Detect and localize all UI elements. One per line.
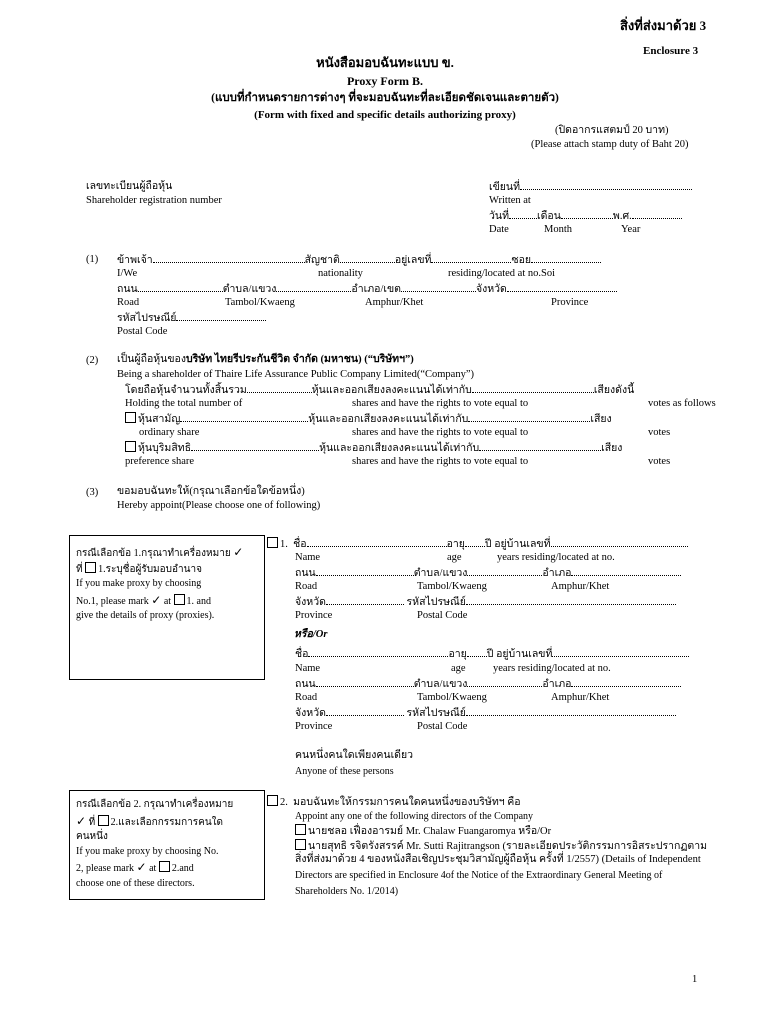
ordinary-checkbox[interactable] [125,412,136,423]
check-mark-icon: ✓ [233,545,244,559]
proxy2-years-label: years residing/located at no. [493,663,611,674]
section2-line1-en: Being a shareholder of Thaire Life Assurance Public Company Limited(“Company”) [117,369,474,380]
province-field[interactable] [507,282,617,292]
pref-votes-field[interactable] [479,441,601,451]
residing-label: residing/located at no.Soi [448,268,556,279]
proxy1-road-label: Road [295,581,318,592]
proxy1-amphur-field[interactable] [571,566,681,576]
month-label-en: Month [544,224,573,235]
note-box-option2: กรณีเลือกข้อ 2. กรุณาทำเครื่องหมาย ✓ ที่ 2.และเลือกกรรมการคนใด คนหนึ่ง If you make proxy by choosing No. 2, please mark ✓ at 2.and choose one of these directors. [69,790,265,900]
total-shares-field[interactable] [247,383,312,393]
nationality-label: nationality [318,268,363,279]
proxy2-line3: จังหวัด รหัสไปรษณีย์ [295,706,676,721]
proxy1-name-field[interactable] [307,537,447,547]
address-no-field[interactable] [431,253,511,263]
proxy2-line2: ถนน ตำบล/แขวง อำเภอ [295,677,681,692]
checkbox-icon [98,815,109,826]
soi-field[interactable] [531,253,601,263]
proxy2-tambol-field[interactable] [467,677,542,687]
proxy2-province-field[interactable] [326,706,404,716]
ordinary-line-th: หุ้นสามัญ หุ้นและออกเสียงลงคะแนนได้เท่ากับ เสียง [125,412,612,427]
date-line-th: วันที่ เดือน พ.ศ. [489,209,682,224]
province-label: Province [551,297,589,308]
director-details-3: Shareholders No. 1/2014) [295,886,399,897]
written-at-field[interactable] [520,180,692,190]
director1: นายชลอ เฟื่องอารมย์ Mr. Chalaw Fuangaromya หรือ/Or [295,824,551,839]
proxy2-line1: ชื่อ อายุ ปี อยู่บ้านเลขที่ [295,647,689,662]
pref-line-th: หุ้นบุริมสิทธิ หุ้นและออกเสียงลงคะแนนได้เท่ากับ เสียง [125,441,622,456]
written-at-en: Written at [489,195,531,206]
tambol-label: Tambol/Kwaeng [225,297,295,308]
date-label-en: Date [489,224,509,235]
postal-label: Postal Code [117,326,168,337]
section1-line2-th: ถนน ตำบล/แขวง อำเภอ/เขต จังหวัด [117,282,617,297]
enclosure-label-th: สิ่งที่ส่งมาด้วย 3 [620,18,707,33]
votes-follows-en: votes as follows [648,398,716,409]
ordinary-shares-field[interactable] [180,412,308,422]
director-details-2: Directors are specified in Enclosure 4of the Notice of the Extraordinary General Meeting of [295,870,663,881]
proxy2-amphur-field[interactable] [571,677,681,687]
stamp-note-th: (ปิดอากรแสตมป์ 20 บาท) [555,125,669,136]
proxy1-postal-field[interactable] [466,595,676,605]
page-number: 1 [692,974,698,985]
year-field[interactable] [632,209,682,219]
proxy1-road-field[interactable] [316,566,414,576]
director2-checkbox[interactable] [295,839,306,850]
proxy1-province-label: Province [295,610,333,621]
proxy2-tambol-label: Tambol/Kwaeng [417,692,487,703]
subtitle-en: (Form with fixed and specific details authorizing proxy) [254,109,516,121]
section2-line1-th: เป็นผู้ถือหุ้นของบริษัท ไทยรีประกันชีวิต จำกัด (มหาชน) (“บริษัทฯ”) [117,354,414,365]
pref-shares-field[interactable] [191,441,319,451]
proxy1-address-field[interactable] [551,537,688,547]
director-details-1: สิ่งที่ส่งมาด้วย 4 ของหนังสือเชิญประชุมวิสามัญผู้ถือหุ้น ครั้งที่ 1/2557) (Details of Independent [295,854,701,865]
nationality-field[interactable] [340,253,395,263]
amphur-field[interactable] [401,282,476,292]
stamp-note-en: (Please attach stamp duty of Baht 20) [531,139,689,150]
section1-number: (1) [86,254,99,265]
option1-checkbox[interactable] [267,537,278,548]
proxy2-postal-field[interactable] [466,706,676,716]
proxy1-tambol-field[interactable] [467,566,542,576]
option2-checkbox[interactable] [267,795,278,806]
year-label-en: Year [621,224,641,235]
day-field[interactable] [509,209,537,219]
total-votes-field[interactable] [472,383,594,393]
ordinary-label-en: ordinary share [139,427,200,438]
proxy1-amphur-label: Amphur/Khet [551,581,610,592]
votes-en-3: votes [648,456,671,467]
pref-label-en: preference share [125,456,195,467]
reg-label-en: Shareholder registration number [86,195,222,206]
amphur-label: Amphur/Khet [365,297,424,308]
proxy1-line3: จังหวัด รหัสไปรษณีย์ [295,595,676,610]
proxy2-road-field[interactable] [316,677,414,687]
postal-line-th: รหัสไปรษณีย์ [117,311,266,326]
check-mark-icon: ✓ [136,860,147,874]
checkbox-icon [174,594,185,605]
proxy1-province-field[interactable] [326,595,404,605]
title-en: Proxy Form B. [346,74,424,88]
ordinary-votes-field[interactable] [468,412,590,422]
votes-en-2: votes [648,427,671,438]
proxy1-years-label: years residing/located at no. [497,552,615,563]
proxy2-province-label: Province [295,721,333,732]
option1-line1: 1. ชื่อ อายุ ปี อยู่บ้านเลขที่ [267,537,688,552]
or-label: หรือ/Or [294,629,328,640]
postal-field[interactable] [176,311,266,321]
i-we-label: I/We [117,268,138,279]
title-th: หนังสือมอบฉันทะแบบ ข. [316,55,454,70]
section3-number: (3) [86,487,99,498]
proxy1-age-label: age [447,552,462,563]
proxy2-age-field[interactable] [467,647,487,657]
proxy1-name-label: Name [295,552,321,563]
shares-vote-en-3: shares and have the rights to vote equal to [352,456,529,467]
proxy1-postal-label: Postal Code [417,610,468,621]
total-shares-th: โดยถือหุ้นจำนวนทั้งสิ้นรวม หุ้นและออกเสียงลงคะแนนได้เท่ากับ เสียงดังนี้ [125,385,635,396]
checkbox-icon [85,562,96,573]
month-field[interactable] [561,209,613,219]
section1-line1-th: ข้าพเจ้า สัญชาติ อยู่เลขที่ ซอย [117,253,601,268]
shares-vote-en-2: shares and have the rights to vote equal to [352,427,529,438]
proxy2-address-field[interactable] [552,647,689,657]
option2-line1: 2. มอบฉันทะให้กรรมการคนใดคนหนึ่งของบริษัทฯ คือ [267,795,521,810]
section3-en: Hereby appoint(Please choose one of following) [117,500,321,511]
proxy1-age-field[interactable] [465,537,485,547]
proxy2-postal-label: Postal Code [417,721,468,732]
written-at-th: เขียนที่ [489,180,692,195]
shares-vote-en-1: shares and have the rights to vote equal to [352,398,529,409]
proxy2-name-label: Name [295,663,321,674]
tambol-field[interactable] [276,282,351,292]
preference-checkbox[interactable] [125,441,136,452]
director1-checkbox[interactable] [295,824,306,835]
anyone-en: Anyone of these persons [295,766,394,777]
section2-number: (2) [86,355,99,366]
anyone-th: คนหนึ่งคนใดเพียงคนเดียว [295,750,414,761]
subtitle-th: (แบบที่กำหนดรายการต่างๆ ที่จะมอบฉันทะที่ละเอียดชัดเจนและตายตัว) [211,92,559,104]
proxy2-age-label: age [451,663,466,674]
proxy1-tambol-label: Tambol/Kwaeng [417,581,487,592]
proxy2-name-field[interactable] [308,647,448,657]
proxy2-amphur-label: Amphur/Khet [551,692,610,703]
option2-line1-en: Appoint any one of the following directors of the Company [295,811,534,822]
enclosure-label-en: Enclosure 3 [643,45,699,57]
check-mark-icon: ✓ [151,592,162,607]
proxy1-line2: ถนน ตำบล/แขวง อำเภอ [295,566,681,581]
total-shares-en: Holding the total number of [125,398,243,409]
name-field[interactable] [153,253,305,263]
director2: นายสุทธิ รจิตรังสรรค์ Mr. Sutti Rajitrangson (รายละเอียดประวัติกรรมการอิสระปรากฏตาม [295,839,707,854]
section3-th: ขอมอบฉันทะให้(กรุณาเลือกข้อใดข้อหนึ่ง) [117,486,305,497]
check-mark-icon: ✓ [76,813,87,828]
reg-label-th: เลขทะเบียนผู้ถือหุ้น [86,181,173,192]
road-field[interactable] [138,282,223,292]
road-label: Road [117,297,140,308]
proxy2-road-label: Road [295,692,318,703]
note-box-option1: กรณีเลือกข้อ 1.กรุณาทำเครื่องหมาย ✓ ที่ 1.ระบุชื่อผู้รับมอบอำนาจ If you make proxy by choosing No.1, please mark ✓ at 1. and give the details of proxy (proxies). [69,535,265,680]
checkbox-icon [159,861,170,872]
